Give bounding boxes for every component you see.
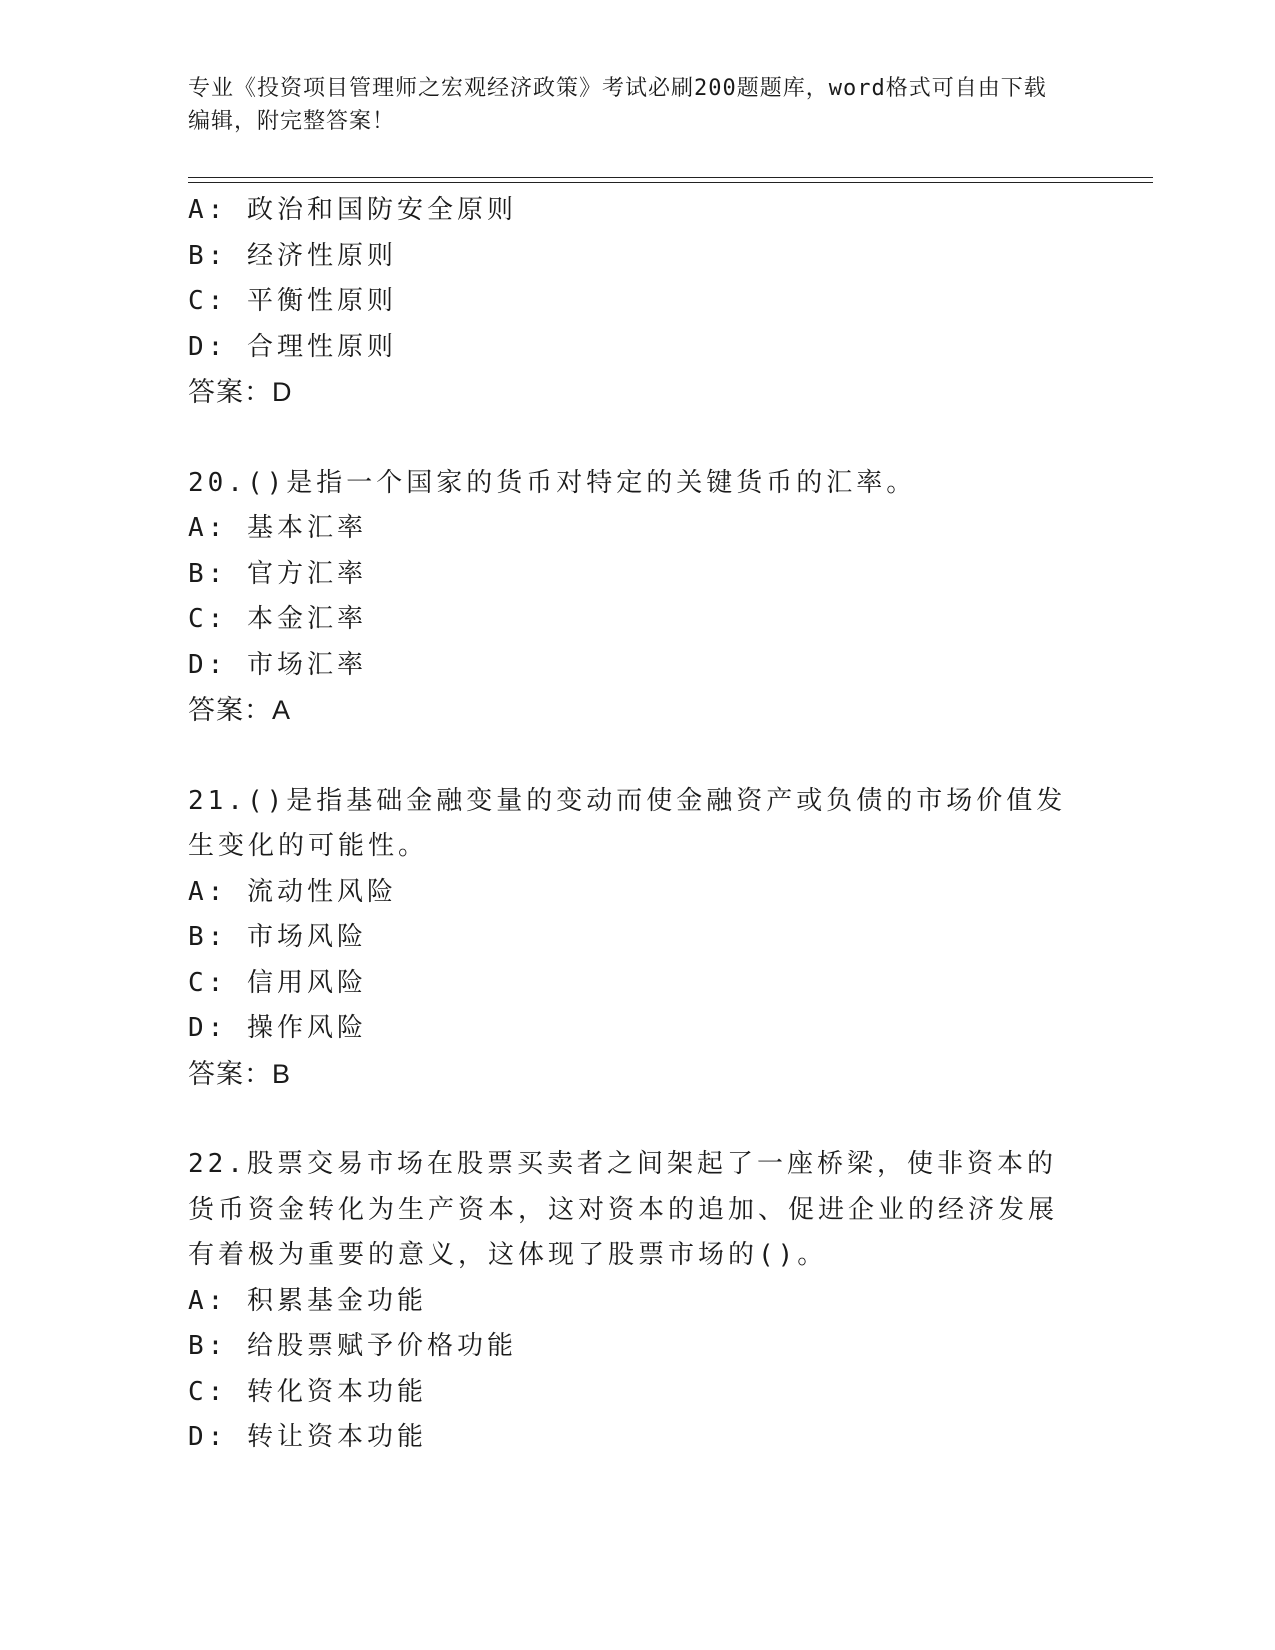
- option-d: D: 市场汇率: [188, 649, 367, 680]
- question-text: 20.()是指一个国家的货币对特定的关键货币的汇率。: [188, 467, 917, 498]
- question-text: 22.股票交易市场在股票买卖者之间架起了一座桥梁，使非资本的货币资金转化为生产资本，这对资本的追加、促进企业的经济发展有着极为重要的意义，这体现了股票市场的()。: [188, 1149, 1059, 1270]
- option-b: B: 市场风险: [188, 922, 367, 952]
- document-header: 专业《投资项目管理师之宏观经济政策》考试必刷200题题库，word格式可自由下载编辑，附完整答案！: [188, 76, 1047, 134]
- question-text: 21.()是指基础金融变量的变动而使金融资产或负债的市场价值发生变化的可能性。: [188, 785, 1067, 861]
- question-21: [188, 779, 1088, 1098]
- option-a: A: 积累基金功能: [188, 1285, 427, 1316]
- option-d: D: 操作风险: [188, 1013, 367, 1043]
- option-b: B: 官方汇率: [188, 558, 367, 589]
- header-divider-top: [188, 177, 1153, 178]
- answer: 答案：A: [188, 695, 292, 725]
- option-a: A: 流动性风险: [188, 876, 397, 907]
- spacer: [188, 416, 1088, 461]
- option-a: A: 基本汇率: [188, 513, 367, 543]
- spacer: [188, 1097, 1088, 1142]
- answer: 答案：B: [188, 1058, 292, 1089]
- option-b: B: 经济性原则: [188, 240, 397, 271]
- question-content: [188, 188, 1088, 1461]
- option-b: B: 给股票赋予价格功能: [188, 1331, 517, 1361]
- option-d: D: 合理性原则: [188, 331, 397, 362]
- question-20: [188, 461, 1088, 734]
- option-c: C: 本金汇率: [188, 604, 367, 634]
- question-partial: [188, 188, 1088, 416]
- question-22: [188, 1142, 1088, 1461]
- spacer: [188, 734, 1088, 779]
- header-divider-bottom: [188, 182, 1153, 183]
- option-c: C: 转化资本功能: [188, 1376, 427, 1407]
- option-a: A: 政治和国防安全原则: [188, 195, 517, 225]
- option-c: C: 平衡性原则: [188, 286, 397, 316]
- option-c: C: 信用风险: [188, 967, 367, 998]
- option-d: D: 转让资本功能: [188, 1422, 427, 1452]
- answer: 答案：D: [188, 377, 293, 407]
